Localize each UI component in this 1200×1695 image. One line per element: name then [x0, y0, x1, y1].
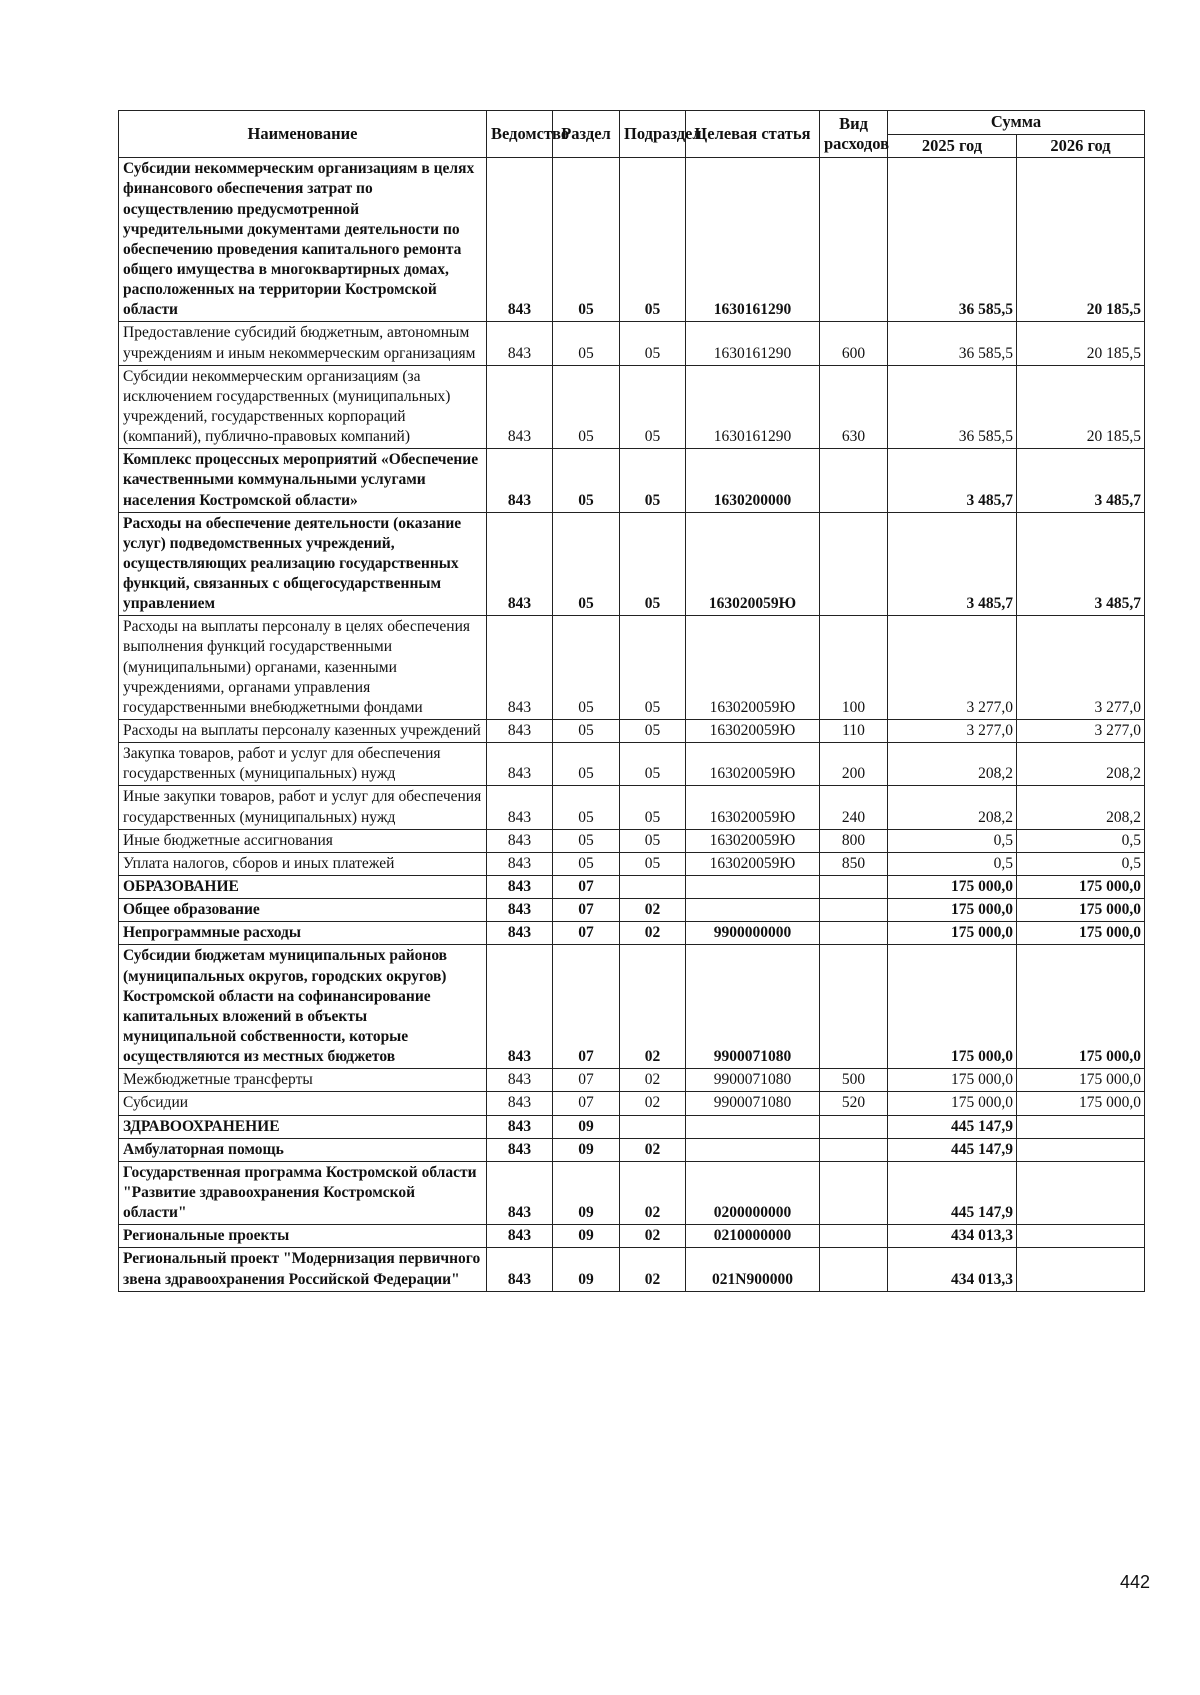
row-name: Расходы на выплаты персоналу в целях обеспечения выполнения функций государственными (муниципальными) органами, казенными учреждениями, органами управления государственными внебюджетными фондами [119, 616, 487, 720]
row-sum-2025: 0,5 [888, 852, 1017, 875]
row-name: Региональные проекты [119, 1225, 487, 1248]
row-name: Общее образование [119, 899, 487, 922]
row-subsection: 02 [620, 1069, 686, 1092]
row-sum-2026: 3 485,7 [1017, 512, 1145, 616]
table-row [119, 1138, 1145, 1161]
table-row [119, 922, 1145, 945]
header-name: Наименование [119, 111, 487, 158]
row-sum-2025: 175 000,0 [888, 876, 1017, 899]
table-header [119, 111, 1145, 158]
row-subsection: 05 [620, 786, 686, 829]
row-name: Государственная программа Костромской области "Развитие здравоохранения Костромской области" [119, 1161, 487, 1224]
row-target: 9900071080 [686, 945, 820, 1069]
row-section: 05 [553, 449, 620, 512]
row-expense-type: 240 [820, 786, 888, 829]
table-row [119, 720, 1145, 743]
row-sum-2025: 445 147,9 [888, 1115, 1017, 1138]
row-dept: 843 [487, 786, 553, 829]
table-row [119, 1161, 1145, 1224]
row-expense-type: 110 [820, 720, 888, 743]
row-section: 07 [553, 899, 620, 922]
table-row [119, 512, 1145, 616]
row-sum-2025: 3 277,0 [888, 616, 1017, 720]
row-name: Расходы на выплаты персоналу казенных учреждений [119, 720, 487, 743]
header-sum: Сумма [888, 111, 1145, 135]
row-subsection: 02 [620, 1161, 686, 1224]
row-sum-2026 [1017, 1138, 1145, 1161]
row-sum-2025: 3 485,7 [888, 512, 1017, 616]
row-name: Субсидии [119, 1092, 487, 1115]
row-subsection: 05 [620, 720, 686, 743]
table-row [119, 616, 1145, 720]
row-expense-type: 200 [820, 743, 888, 786]
row-subsection: 02 [620, 1225, 686, 1248]
row-expense-type: 630 [820, 365, 888, 449]
row-sum-2025: 3 485,7 [888, 449, 1017, 512]
table-row [119, 158, 1145, 322]
row-sum-2025: 175 000,0 [888, 1092, 1017, 1115]
row-name: ОБРАЗОВАНИЕ [119, 876, 487, 899]
row-section: 09 [553, 1115, 620, 1138]
row-name: Субсидии некоммерческим организациям (за исключением государственных (муниципальных) учреждений, государственных корпораций (компаний), публично-правовых компаний) [119, 365, 487, 449]
table-row [119, 1069, 1145, 1092]
row-target: 9900000000 [686, 922, 820, 945]
table-row [119, 1092, 1145, 1115]
page-number: 442 [1119, 1572, 1150, 1592]
row-sum-2025: 434 013,3 [888, 1248, 1017, 1291]
row-sum-2026: 0,5 [1017, 852, 1145, 875]
row-sum-2026: 0,5 [1017, 829, 1145, 852]
row-target: 0200000000 [686, 1161, 820, 1224]
row-dept: 843 [487, 322, 553, 365]
row-sum-2026: 3 277,0 [1017, 616, 1145, 720]
row-expense-type [820, 1161, 888, 1224]
row-subsection: 05 [620, 158, 686, 322]
row-subsection: 02 [620, 1248, 686, 1291]
row-section: 05 [553, 743, 620, 786]
row-expense-type [820, 876, 888, 899]
row-expense-type [820, 945, 888, 1069]
row-subsection: 02 [620, 1092, 686, 1115]
row-section: 09 [553, 1248, 620, 1291]
budget-table [118, 110, 1145, 1292]
row-sum-2025: 175 000,0 [888, 1069, 1017, 1092]
table-row [119, 1115, 1145, 1138]
row-dept: 843 [487, 829, 553, 852]
row-section: 05 [553, 512, 620, 616]
row-subsection: 05 [620, 449, 686, 512]
row-sum-2025: 208,2 [888, 786, 1017, 829]
row-sum-2025: 36 585,5 [888, 322, 1017, 365]
row-section: 05 [553, 365, 620, 449]
row-section: 09 [553, 1225, 620, 1248]
row-expense-type [820, 922, 888, 945]
row-subsection: 02 [620, 922, 686, 945]
row-sum-2025: 175 000,0 [888, 899, 1017, 922]
row-subsection: 05 [620, 365, 686, 449]
row-dept: 843 [487, 1248, 553, 1291]
table-body [119, 158, 1145, 1291]
row-section: 05 [553, 158, 620, 322]
row-name: Субсидии бюджетам муниципальных районов (муниципальных округов, городских округов) Костромской области на софинансирование капитальных вложений в объекты муниципальной собственности, которые осуществляются из местных бюджетов [119, 945, 487, 1069]
table-row [119, 1225, 1145, 1248]
table-row [119, 876, 1145, 899]
row-name: Иные закупки товаров, работ и услуг для обеспечения государственных (муниципальных) нужд [119, 786, 487, 829]
row-target: 163020059Ю [686, 852, 820, 875]
row-name: Региональный проект "Модернизация первичного звена здравоохранения Российской Федерации" [119, 1248, 487, 1291]
row-dept: 843 [487, 512, 553, 616]
row-sum-2026: 20 185,5 [1017, 158, 1145, 322]
row-sum-2025: 445 147,9 [888, 1138, 1017, 1161]
row-dept: 843 [487, 365, 553, 449]
row-dept: 843 [487, 158, 553, 322]
row-target: 1630200000 [686, 449, 820, 512]
row-dept: 843 [487, 852, 553, 875]
row-subsection: 05 [620, 616, 686, 720]
table-row [119, 449, 1145, 512]
row-sum-2026: 3 485,7 [1017, 449, 1145, 512]
row-expense-type [820, 1115, 888, 1138]
row-subsection: 05 [620, 512, 686, 616]
row-sum-2026: 208,2 [1017, 786, 1145, 829]
row-expense-type [820, 512, 888, 616]
row-dept: 843 [487, 1069, 553, 1092]
row-name: Расходы на обеспечение деятельности (оказание услуг) подведомственных учреждений, осуществляющих реализацию государственных функций, связанных с общегосударственным управлением [119, 512, 487, 616]
row-target [686, 876, 820, 899]
row-target: 0210000000 [686, 1225, 820, 1248]
row-sum-2026 [1017, 1248, 1145, 1291]
row-subsection: 05 [620, 322, 686, 365]
row-sum-2026: 175 000,0 [1017, 899, 1145, 922]
row-sum-2026: 208,2 [1017, 743, 1145, 786]
row-dept: 843 [487, 743, 553, 786]
table-row [119, 829, 1145, 852]
row-section: 05 [553, 322, 620, 365]
row-name: Непрограммные расходы [119, 922, 487, 945]
row-name: Межбюджетные трансферты [119, 1069, 487, 1092]
row-dept: 843 [487, 616, 553, 720]
row-name: Предоставление субсидий бюджетным, автономным учреждениям и иным некоммерческим организациям [119, 322, 487, 365]
row-sum-2026: 175 000,0 [1017, 876, 1145, 899]
table-row [119, 945, 1145, 1069]
header-target: Целевая статья [686, 111, 820, 158]
row-sum-2026: 175 000,0 [1017, 1092, 1145, 1115]
row-sum-2025: 175 000,0 [888, 922, 1017, 945]
row-expense-type [820, 449, 888, 512]
header-expense-type: Вид расходов [820, 111, 888, 158]
row-dept: 843 [487, 1092, 553, 1115]
row-sum-2025: 36 585,5 [888, 158, 1017, 322]
row-section: 07 [553, 922, 620, 945]
row-subsection: 05 [620, 852, 686, 875]
table-row [119, 1248, 1145, 1291]
row-section: 05 [553, 720, 620, 743]
row-subsection: 05 [620, 829, 686, 852]
row-target: 163020059Ю [686, 829, 820, 852]
header-year-2025: 2025 год [888, 134, 1017, 158]
header-year-2026: 2026 год [1017, 134, 1145, 158]
row-subsection [620, 1115, 686, 1138]
row-dept: 843 [487, 899, 553, 922]
row-section: 07 [553, 1069, 620, 1092]
row-expense-type [820, 1225, 888, 1248]
row-section: 09 [553, 1138, 620, 1161]
row-dept: 843 [487, 1225, 553, 1248]
row-sum-2025: 36 585,5 [888, 365, 1017, 449]
header-subsection: Подраздел [620, 111, 686, 158]
row-sum-2025: 208,2 [888, 743, 1017, 786]
row-target: 1630161290 [686, 365, 820, 449]
row-expense-type: 600 [820, 322, 888, 365]
row-section: 05 [553, 616, 620, 720]
row-expense-type: 800 [820, 829, 888, 852]
row-name: Комплекс процессных мероприятий «Обеспечение качественными коммунальными услугами населения Костромской области» [119, 449, 487, 512]
row-sum-2025: 434 013,3 [888, 1225, 1017, 1248]
row-dept: 843 [487, 1115, 553, 1138]
row-section: 07 [553, 1092, 620, 1115]
row-dept: 843 [487, 449, 553, 512]
row-dept: 843 [487, 876, 553, 899]
row-sum-2026: 20 185,5 [1017, 322, 1145, 365]
row-expense-type [820, 1138, 888, 1161]
row-dept: 843 [487, 1161, 553, 1224]
row-dept: 843 [487, 720, 553, 743]
row-target: 021N900000 [686, 1248, 820, 1291]
table-row [119, 786, 1145, 829]
row-name: Закупка товаров, работ и услуг для обеспечения государственных (муниципальных) нужд [119, 743, 487, 786]
row-sum-2026: 175 000,0 [1017, 922, 1145, 945]
header-dept: Ведомство [487, 111, 553, 158]
row-target: 163020059Ю [686, 786, 820, 829]
row-sum-2026: 3 277,0 [1017, 720, 1145, 743]
row-target: 163020059Ю [686, 616, 820, 720]
row-subsection: 02 [620, 945, 686, 1069]
row-expense-type [820, 899, 888, 922]
row-dept: 843 [487, 922, 553, 945]
row-target: 9900071080 [686, 1069, 820, 1092]
row-target: 9900071080 [686, 1092, 820, 1115]
row-sum-2026: 175 000,0 [1017, 945, 1145, 1069]
row-sum-2026 [1017, 1161, 1145, 1224]
row-section: 05 [553, 786, 620, 829]
row-target: 1630161290 [686, 322, 820, 365]
row-subsection: 02 [620, 1138, 686, 1161]
row-section: 09 [553, 1161, 620, 1224]
row-sum-2025: 3 277,0 [888, 720, 1017, 743]
row-expense-type: 850 [820, 852, 888, 875]
row-sum-2025: 0,5 [888, 829, 1017, 852]
row-sum-2026 [1017, 1115, 1145, 1138]
row-expense-type [820, 158, 888, 322]
row-sum-2026: 175 000,0 [1017, 1069, 1145, 1092]
row-name: Субсидии некоммерческим организациям в целях финансового обеспечения затрат по осуществлению предусмотренной учредительными документами деятельности по обеспечению проведения капитального ремонта общего имущества в многоквартирных домах, расположенных на территории Костромской области [119, 158, 487, 322]
row-sum-2026 [1017, 1225, 1145, 1248]
row-section: 05 [553, 829, 620, 852]
row-section: 07 [553, 876, 620, 899]
row-expense-type: 100 [820, 616, 888, 720]
table-row [119, 743, 1145, 786]
row-name: Амбулаторная помощь [119, 1138, 487, 1161]
row-name: Иные бюджетные ассигнования [119, 829, 487, 852]
row-name: Уплата налогов, сборов и иных платежей [119, 852, 487, 875]
row-subsection: 05 [620, 743, 686, 786]
row-target: 1630161290 [686, 158, 820, 322]
row-name: ЗДРАВООХРАНЕНИЕ [119, 1115, 487, 1138]
table-row [119, 365, 1145, 449]
row-subsection [620, 876, 686, 899]
row-dept: 843 [487, 945, 553, 1069]
table-row [119, 899, 1145, 922]
header-section: Раздел [553, 111, 620, 158]
row-target: 163020059Ю [686, 512, 820, 616]
row-section: 05 [553, 852, 620, 875]
table-row [119, 322, 1145, 365]
row-target [686, 899, 820, 922]
row-expense-type: 520 [820, 1092, 888, 1115]
row-dept: 843 [487, 1138, 553, 1161]
row-sum-2025: 175 000,0 [888, 945, 1017, 1069]
row-target: 163020059Ю [686, 720, 820, 743]
row-target [686, 1115, 820, 1138]
row-subsection: 02 [620, 899, 686, 922]
row-section: 07 [553, 945, 620, 1069]
table-row [119, 852, 1145, 875]
row-expense-type: 500 [820, 1069, 888, 1092]
row-sum-2025: 445 147,9 [888, 1161, 1017, 1224]
row-sum-2026: 20 185,5 [1017, 365, 1145, 449]
row-target: 163020059Ю [686, 743, 820, 786]
row-expense-type [820, 1248, 888, 1291]
row-target [686, 1138, 820, 1161]
